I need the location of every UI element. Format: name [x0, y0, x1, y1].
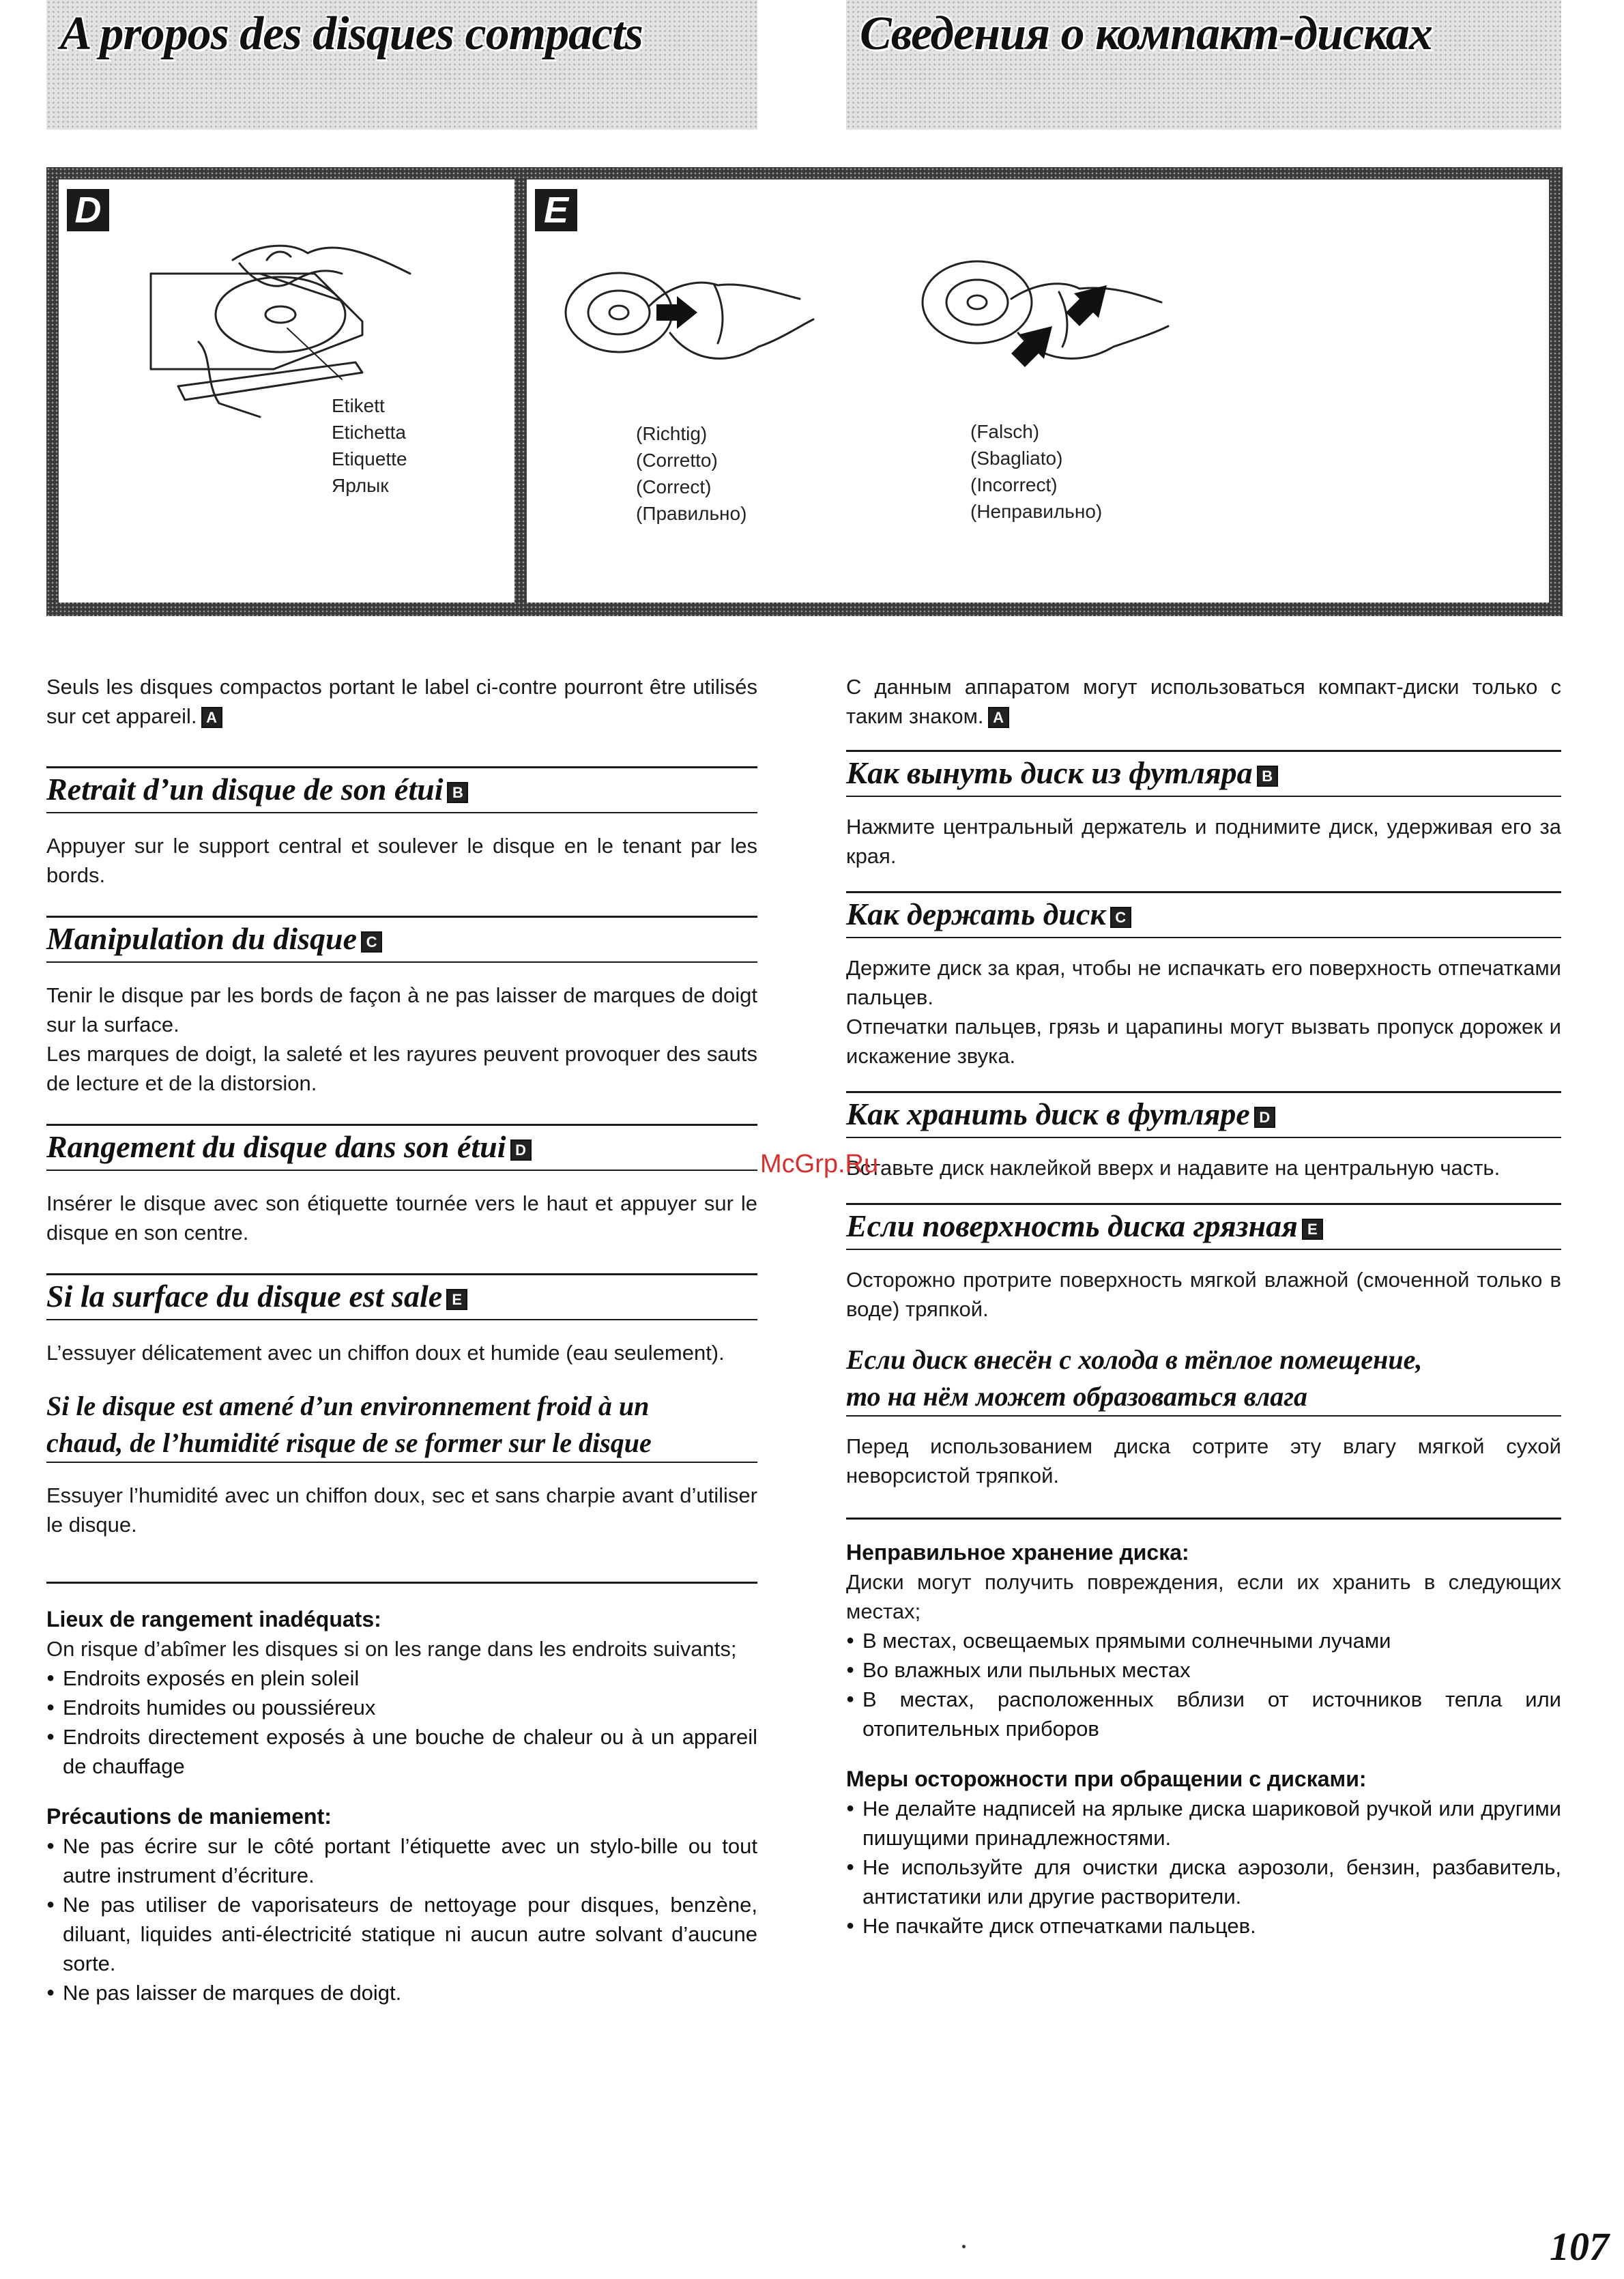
condensation-heading: Si le disque est amené d’un environnement froid à un chaud, de l’humidité risque de se former sur le disque	[46, 1391, 652, 1458]
list-item: ● Endroits exposés en plein soleil	[46, 1664, 757, 1693]
label-line: (Richtig)	[636, 423, 708, 444]
correct-labels	[636, 420, 746, 527]
section-dirty	[846, 1203, 1561, 1324]
illustration-frame	[46, 167, 1563, 616]
section-condensation	[846, 1341, 1561, 1490]
section-heading: Si la surface du disque est sale E	[46, 1275, 757, 1319]
list-item: ● Не используйте для очистки диска аэрозоли, бензин, разбавитель, антистатики или другие растворители.	[846, 1853, 1561, 1911]
precautions-title: Précautions de maniement:	[46, 1804, 332, 1829]
storage-warnings	[846, 1537, 1561, 1743]
section-heading: Как держать диск C	[846, 893, 1561, 937]
section-heading: Если поверхность диска грязная E	[846, 1205, 1561, 1249]
condensation-body: Перед использованием диска сотрите эту влагу мягкой сухой неворсистой тряпкой.	[846, 1434, 1561, 1487]
list-item: ● Ne pas écrire sur le côté portant l’étiquette avec un stylo-bille ou tout autre instrument d’écriture.	[46, 1831, 757, 1890]
section-heading: Rangement du disque dans son étui D	[46, 1126, 757, 1170]
section-condensation	[46, 1388, 757, 1539]
section-heading: Manipulation du disque C	[46, 918, 757, 961]
label-line: (Incorrect)	[970, 474, 1058, 495]
section-body: Вставьте диск наклейкой вверх и надавите на центральную часть.	[846, 1156, 1500, 1180]
panel-d-letter: D	[67, 189, 109, 231]
section-body: Осторожно протрите поверхность мягкой влажной (смоченной только в воде) тряпкой.	[846, 1268, 1561, 1321]
list-item: ● Endroits humides ou poussiéreux	[46, 1693, 757, 1722]
section-body: Appuyer sur le support central et soulever le disque en le tenant par les bords.	[46, 834, 757, 887]
panel-d-labels	[332, 392, 407, 499]
intro-paragraph: Seuls les disques compactos portant le label ci-contre pourront être utilisés sur cet appareil. A	[46, 675, 757, 728]
section-body: Отпечатки пальцев, грязь и царапины могут вызвать пропуск дорожек и искажение звука.	[846, 1015, 1561, 1068]
label-line: Etichetta	[332, 422, 406, 443]
intro-paragraph: С данным аппаратом могут использоваться компакт-диски только с таким знаком. A	[846, 675, 1561, 728]
section-handling	[46, 916, 757, 1098]
stray-dot	[962, 2245, 966, 2248]
panel-d	[59, 179, 514, 603]
section-heading: Retrait d’un disque de son étui B	[46, 768, 757, 812]
section-storage-case	[846, 1091, 1561, 1182]
label-line: (Correct)	[636, 476, 712, 497]
storage-title: Неправильное хранение диска:	[846, 1540, 1189, 1565]
page-title-fr: A propos des disques compacts	[60, 8, 643, 60]
section-body: Tenir le disque par les bords de façon à ne pas laisser de marques de doigt sur la surface.	[46, 983, 757, 1036]
condensation-heading: Если диск внесён с холода в тёплое помещение, то на нём может образоваться влага	[846, 1344, 1423, 1412]
incorrect-wipe-illustration	[909, 237, 1195, 388]
header-banner-ru	[846, 0, 1561, 130]
column-french	[46, 672, 757, 2007]
section-handling	[846, 891, 1561, 1071]
correct-wipe-illustration	[554, 244, 841, 381]
label-line: (Corretto)	[636, 450, 718, 471]
section-body: Les marques de doigt, la saleté et les rayures peuvent provoquer des sauts de lecture et de la distorsion.	[46, 1042, 757, 1095]
section-removal	[846, 750, 1561, 871]
column-russian	[846, 672, 1561, 1941]
list-item: ● В местах, расположенных вблизи от источников тепла или отопительных приборов	[846, 1685, 1561, 1743]
section-dirty	[46, 1273, 757, 1367]
section-storage-case	[46, 1124, 757, 1247]
list-item: ● В местах, освещаемых прямыми солнечными лучами	[846, 1626, 1561, 1655]
list-item: ● Endroits directement exposés à une bouche de chaleur ou à un appareil de chauffage	[46, 1722, 757, 1781]
label-line: (Sbagliato)	[970, 448, 1063, 469]
watermark: McGrp.Ru	[760, 1150, 879, 1178]
section-body: L’essuyer délicatement avec un chiffon doux et humide (eau seulement).	[46, 1341, 725, 1365]
incorrect-labels	[970, 418, 1102, 525]
list-item: ● Ne pas utiliser de vaporisateurs de nettoyage pour disques, benzène, diluant, liquides anti-électricité statique ni aucun autre solvant d’aucune sorte.	[46, 1890, 757, 1978]
page-number: 107	[1550, 2224, 1609, 2269]
section-heading: Как вынуть диск из футляра B	[846, 752, 1561, 796]
storage-title: Lieux de rangement inadéquats:	[46, 1607, 381, 1631]
condensation-body: Essuyer l’humidité avec un chiffon doux, sec et sans charpie avant d’utiliser le disque.	[46, 1483, 757, 1537]
header-banner-fr	[46, 0, 757, 130]
precautions-title: Меры осторожности при обращении с дисками:	[846, 1767, 1367, 1791]
label-line: Etiquette	[332, 448, 407, 469]
storage-intro: On risque d’abîmer les disques si on les range dans les endroits suivants;	[46, 1637, 737, 1661]
page-title-ru: Сведения о компакт-дисках	[860, 8, 1432, 60]
label-line: (Правильно)	[636, 503, 747, 524]
list-item: ● Во влажных или пыльных местах	[846, 1655, 1561, 1685]
handling-precautions	[846, 1764, 1561, 1941]
list-item: ● Ne pas laisser de marques de doigt.	[46, 1978, 757, 2007]
section-body: Держите диск за края, чтобы не испачкать его поверхность отпечатками пальцев.	[846, 956, 1561, 1009]
section-heading: Как хранить диск в футляре D	[846, 1093, 1561, 1137]
label-line: Ярлык	[332, 475, 389, 496]
label-line: (Неправильно)	[970, 501, 1103, 522]
list-item: ● Не делайте надписей на ярлыке диска шариковой ручкой или другими пишущими принадлежностями.	[846, 1794, 1561, 1853]
storage-intro: Диски могут получить повреждения, если их хранить в следующих местах;	[846, 1570, 1561, 1623]
ref-badge: A	[201, 707, 222, 728]
label-line: (Falsch)	[970, 421, 1040, 442]
panel-e	[527, 179, 1549, 603]
panel-e-letter: E	[535, 189, 577, 231]
ref-badge: A	[988, 707, 1009, 728]
list-item: ● Не пачкайте диск отпечатками пальцев.	[846, 1911, 1561, 1941]
section-body: Нажмите центральный держатель и поднимите диск, удерживая его за края.	[846, 815, 1561, 868]
section-body: Insérer le disque avec son étiquette tournée vers le haut et appuyer sur le disque en son centre.	[46, 1191, 757, 1245]
handling-precautions	[46, 1801, 757, 2007]
section-removal	[46, 766, 757, 890]
storage-warnings	[46, 1604, 757, 1781]
label-line: Etikett	[332, 395, 385, 416]
